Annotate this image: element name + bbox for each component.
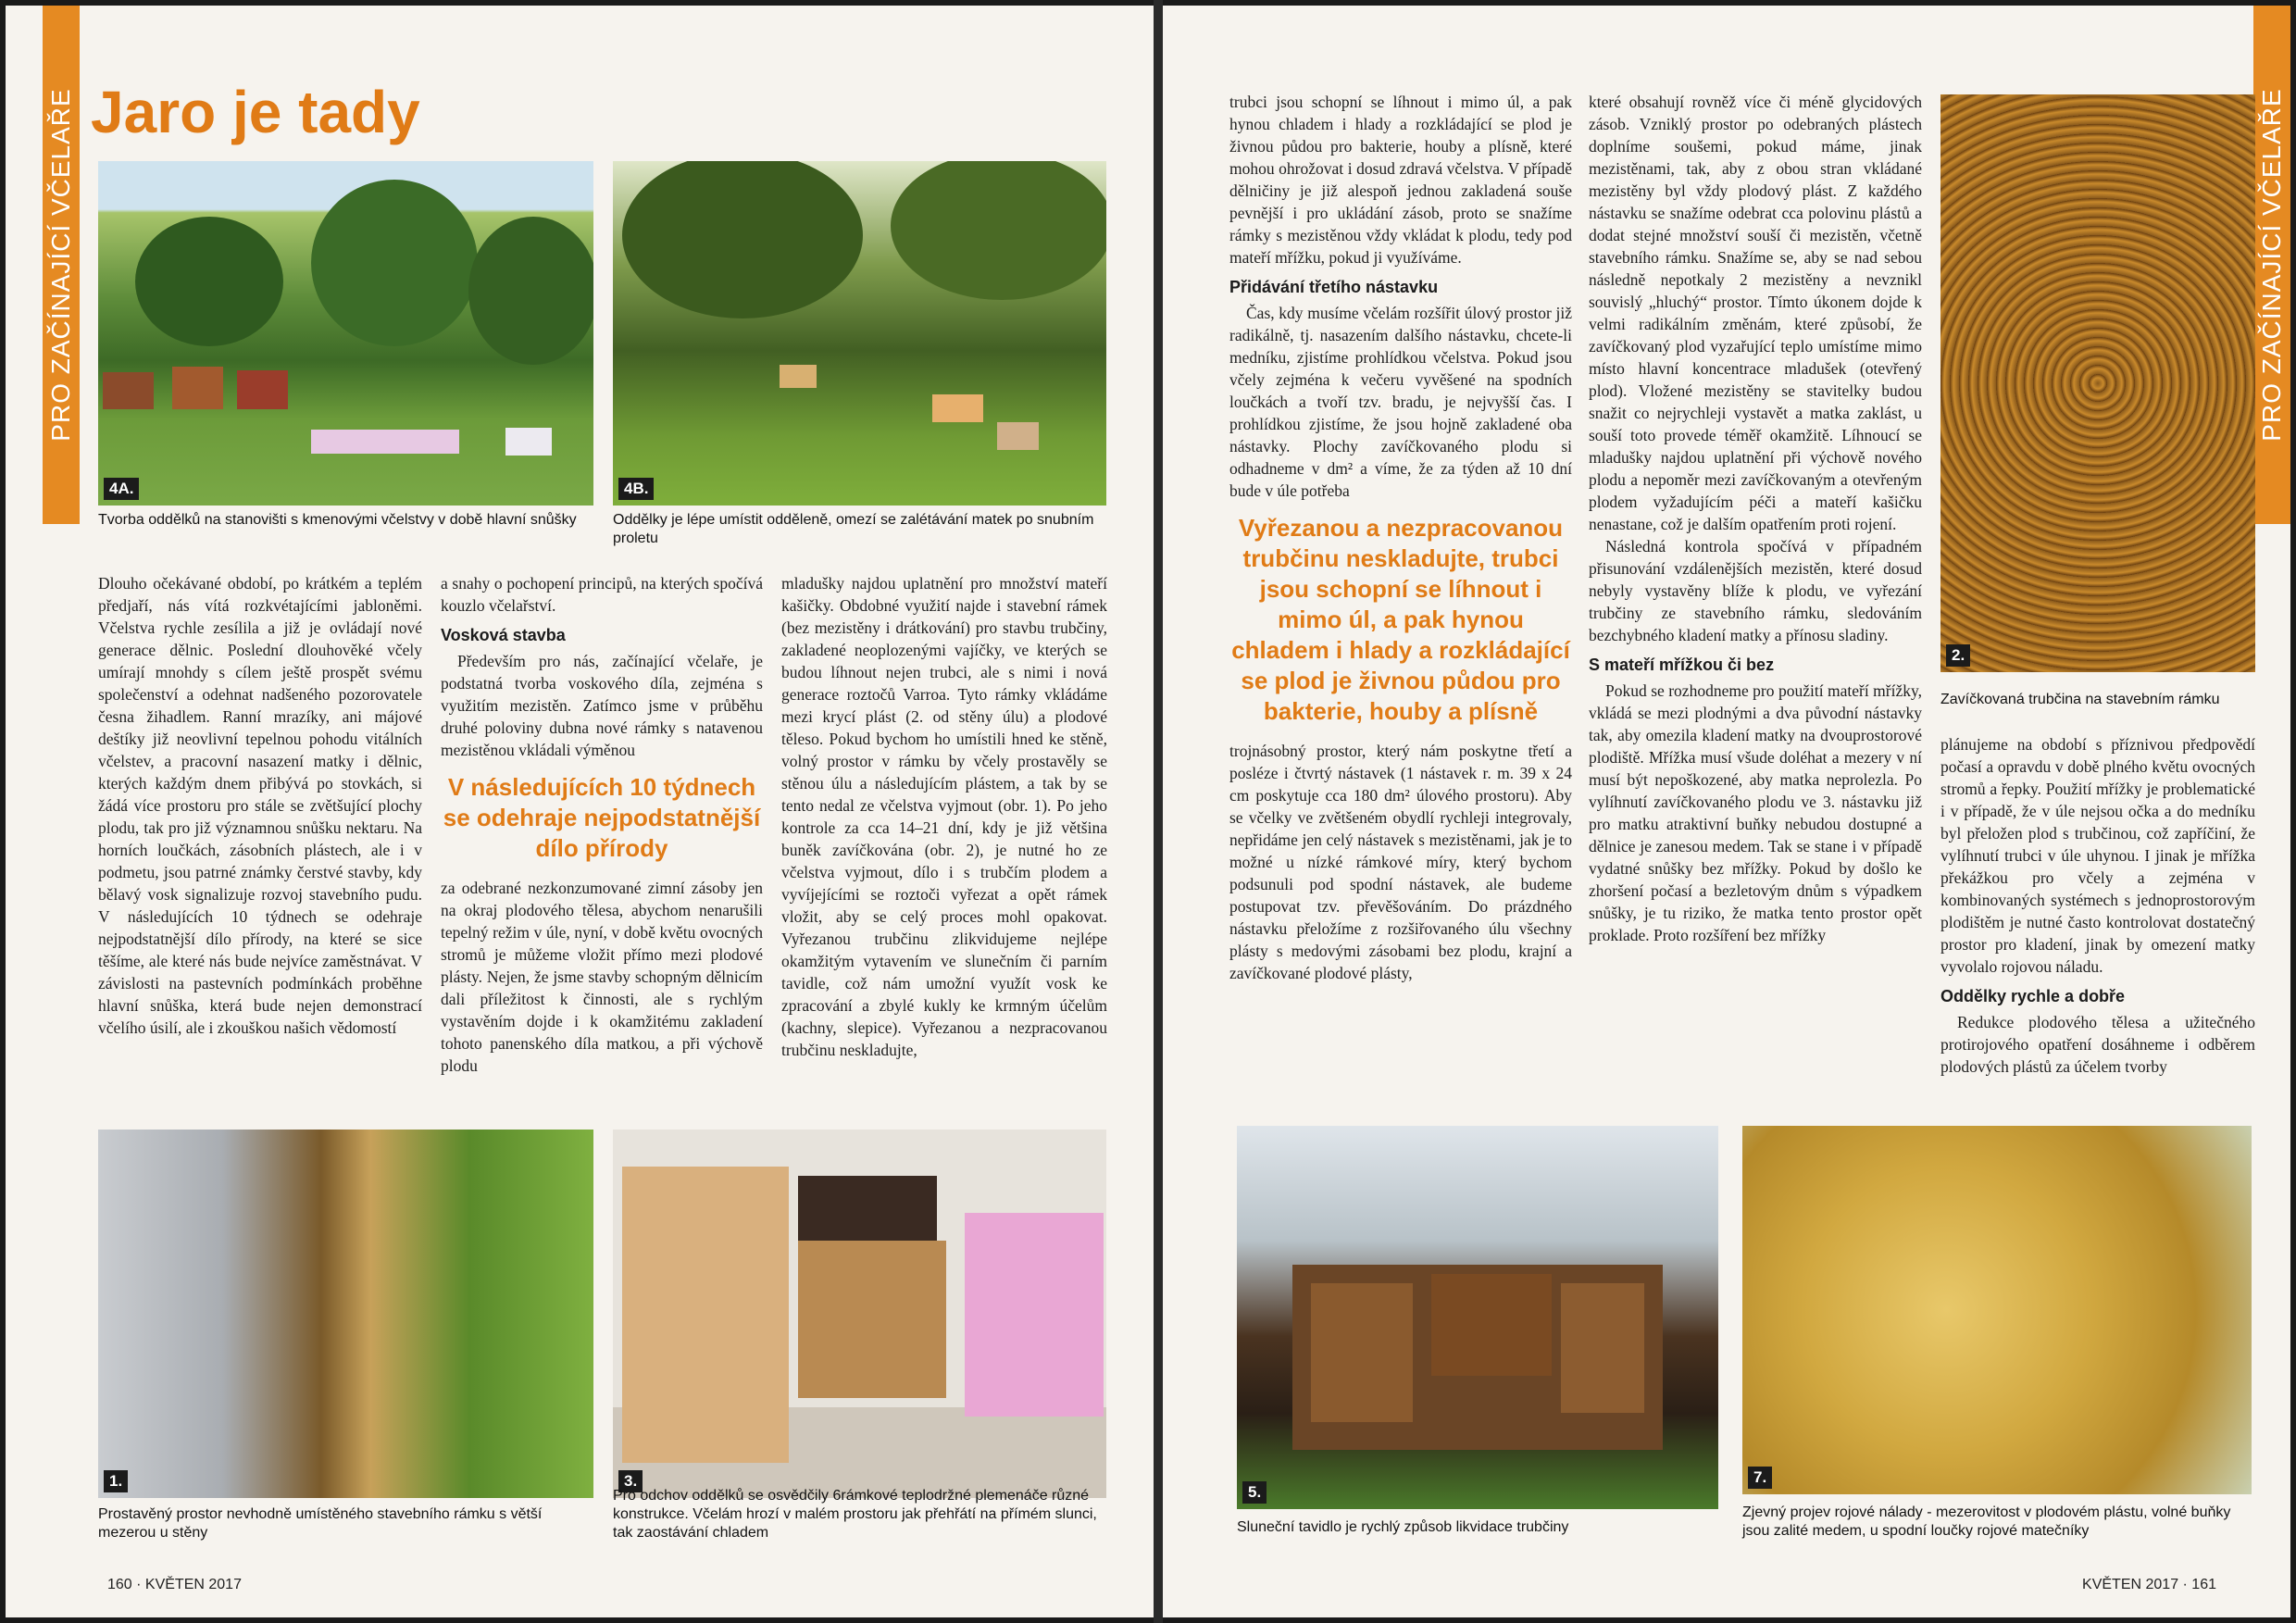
photo-tag: 1. [104,1470,128,1492]
side-label-left: PRO ZAČÍNAJÍCÍ VČELAŘE [46,88,75,442]
photo-3-hives [613,1130,1106,1498]
caption-4b: Oddělky je lépe umístit odděleně, omezí se zalétávání matek po snubním proletu [613,512,1094,546]
body-paragraph: trubci jsou schopní se líhnout i mimo úl, a pak hynou chladem i hlady a rozkládající se plod je živnou půdou pro bakterie, houby a plísně, které mohou ohrožovat i dosud zdravá včelstva. V případě dělničiny je již alespoň jednou zakladená souše pevnější i pro ukládání zásob, proto se snažíme rámky s mezistěnou vždy vkládat k plodu, tedy pod mateří mřížku, pokud ji využíváme. [1229,93,1572,267]
caption-7: Zjevný projev rojové nálady - mezerovitost v plodovém plástu, volné buňky jsou zalité medem, u spodní loučky rojové matečníky [1742,1504,2231,1539]
body-paragraph: Pokud se rozhodneme pro použití mateří mřížky, vkládá se mezi plodnými a dva původní nástavky tak, aby omezila kladení matky na dvouprostorové plodiště. Mřížka musí všude doléhat a mezery v ní musí být nepoškozené, aby matka neprolezla. Po vylíhnutí zavíčkovaného plodu ve 3. nástavku již pro matku atraktivní buňky nebudou dostupné a dělnice je zanesou medem. Tak se stane i v případě vydatné snůšky bez mřížky. Pokud by došlo ke zhoršení počasí a bezletovým dnům s výpadkem snůšky, je tu riziko, že matka tento prostor opět proklade. Proto rozšíření bez mřížky [1589,681,1922,944]
caption-2: Zavíčkovaná trubčina na stavebním rámku [1940,692,2220,707]
hives-illustration [613,1130,1106,1498]
pull-quote: V následujících 10 týdnech se odehraje nejpodstatnější dílo přírody [443,773,761,862]
section-heading: Přidávání třetího nástavku [1229,278,1439,296]
photo-tag: 5. [1242,1481,1267,1504]
body-paragraph: plánujeme na období s příznivou předpovědí počasí a opravdu v době plného květu ovocných stromů a řepky. Použití mřížky je problematické i v případě, že v úle nejsou očka a do medníku byl přeložen plod s trubčinou, což zapříčiní, že vylíhnutí trubci v úle uhynou. I jinak je mřížka překážkou pro včely a zejména v kombinovaných systémech s jednoprostorovým plodištěm je nutné často kontrolovat dostatečný prostor pro kladení, jinak by omezení matky vyvolalo rojovou náladu. [1940,735,2255,976]
body-paragraph: za odebrané nezkonzumované zimní zásoby jen na okraj plodového tělesa, abychom nenarušili tepelný režim v úle, nyní, v době květu ovocných stromů je můžeme vložit přímo mezi plodové plásty. Nejen, že jsme stavby schopným dělnicím dali příležitost k činnosti, ale s rychlým vystavěním dojde i k okamžitému zakladení tohoto panenského díla matkou, a při výchově plodu [441,879,763,1075]
right-page [1163,6,2290,1617]
pull-quote: Vyřezanou a nezpracovanou trubčinu neskladujte, trubci jsou schopní se líhnout i mimo úl, a pak hynou chladem i hlady a rozkládající se plod je živnou půdou pro bakterie, houby a plísně [1231,514,1570,725]
caption-4a: Tvorba oddělků na stanovišti s kmenovými včelstvy v době hlavní snůšky [98,512,577,528]
side-strip-left [43,6,80,524]
photo-2-capped-drone-comb [1940,94,2255,672]
photo-5-solar-melter [1237,1126,1718,1509]
photo-tag: 2. [1946,644,1970,667]
section-heading: Vosková stavba [441,626,566,644]
photo-7-swarm-frame [1742,1126,2252,1494]
left-column-3 [781,572,1107,1061]
caption-1: Prostavěný prostor nevhodně umístěného stavebního rámku s větší mezerou u stěny [98,1506,543,1541]
section-heading: Oddělky rychle a dobře [1940,987,2126,1005]
article-title: Jaro je tady [91,79,420,145]
left-column-2 [441,572,763,1077]
photo-tag: 7. [1748,1467,1772,1489]
page-folio-left: 160 · KVĚTEN 2017 [107,1577,242,1592]
body-paragraph: Redukce plodového tělesa a užitečného protirojového opatření dosáhneme i odběrem plodových plástů za účelem tvorby [1940,1013,2255,1076]
body-paragraph: Dlouho očekávané období, po krátkém a teplém předjaří, nás vítá rozkvétajícími jabloněmi. Včelstva rychle zesílila a již je ovládají nové generace dělnic. Poslední dlouhověké včely umírají mnohdy s cílem ještě prospět svému společenství a odehnat nadšeného pozorovatele česna žihadlem. Ranní mrazíky, ani májové deštíky již neovlivní tepelnou pohodu vitálních včelstev, a pracovní nasazení matky i dělnic, kterých každým dnem přibývá po stovkách, si žádá více prostoru pro stále se zvětšující plochy plodu, tak pro již významnou snůšku nektaru. Na horních loučkách, zásobních plástech, ale i v podmetu, jsou patrné známky čerstvé stavby, kdy bělavý vosk signalizuje rozvoj stavebního pudu. V následujících 10 týdnech se odehraje nejpodstatnější dílo přírody, na které se sice těšíme, ale které nás bude nejvíce zaměstnávat. V závislosti na pastevních podmínkách proběhne hlavní snůška, která bude nejen demonstrací včelího úsilí, ale i zkouškou našich vědomostí [98,574,422,1037]
photo-tag: 3. [618,1470,643,1492]
caption-3: Pro odchov oddělků se osvědčily 6rámkové teplodržné plemenáče různé konstrukce. Včelám hrozí v malém prostoru jak přehřátí na přímém slunci, tak zaostávání chladem [613,1488,1097,1541]
page-folio-right: KVĚTEN 2017 · 161 [2082,1577,2216,1592]
right-column-3 [1940,733,2255,1078]
melter-illustration [1237,1126,1718,1509]
body-paragraph: mladušky najdou uplatnění pro množství mateří kašičky. Obdobné využití najde i stavební rámek (bez mezistěny i drátkování) pro stavbu trubčiny, zakladené neoplozenými vajíčky, ve kterých se budou líhnout nejen trubci, ale s nimi i nová generace roztočů Varroa. Tyto rámky vkládáme mezi krycí plást (2. od stěny úlu) a plodové těleso. Pokud bychom ho umístili hned ke stěně, volný prostor v rámku by včely prostavěly se stěnou úlu a následujícím plástem, a tak by se tento nedal ze včelstva vyjmout (obr. 1). Po jeho kontrole za cca 14–21 dní, kdy je již většina buněk zavíčkována (obr. 2), je nutné ho ze včelstva vyjmout, dílo i s trubčím plodem a vyvíjejícími se roztoči vyřezat a opět rámek vložit, aby se celý proces mohl opakovat. Vyřezanou trubčinu zlikvidujeme nejlépe okamžitým vytavením ve slunečním či parním tavidle, což nám umožní využít vosk ke zpracování a zbylé kukly ke krmným účelům (kachny, slepice). Vyřezanou a nezpracovanou trubčinu neskladujte, [781,574,1107,1059]
section-heading: S mateří mřížkou či bez [1589,655,1775,674]
magazine-spine [1154,0,1163,1623]
body-paragraph: a snahy o pochopení principů, na kterých spočívá kouzlo včelařství. [441,574,763,615]
side-label-right: PRO ZAČÍNAJÍCÍ VČELAŘE [2257,88,2286,442]
photo-4a-apiary [98,161,593,506]
body-paragraph: Čas, kdy musíme včelám rozšířit úlový prostor již radikálně, tj. nasazením dalšího nástavku, chcete-li medníku, zjistíme prohlídkou včelstva. Pokud jsou včely zejména k večeru vyvěšené na spodních loučkách a tvoří tzv. bradu, je nejvyšší čas. I prohlídkou zjistíme, že jsou hojně zakladené oba nástavky. Plochy zavíčkovaného plodu si odhadneme v dm² a víme, že za týden až 10 dní bude v úle potřeba [1229,304,1572,500]
body-paragraph: trojnásobný prostor, který nám poskytne třetí a posléze i čtvrtý nástavek (1 nástavek r. m. 39 x 24 cm poskytuje cca 180 dm² úlového prostoru). Aby se včelky ve zvětšeném obydlí rychleji integrovaly, nepřidáme jen celý nástavek s mezistěnami, jak je to možné u nízké rámkové míry, který bychom podsunuli pod spodní nástavek, ale budeme postupovat tzv. převěšováním. Do prázdného nástavku přeložíme z rozšiřovaného úlu všechny plásty s medovými zásobami bez plodu, krajní a zavíčkované plodové plásty, [1229,742,1572,982]
photo-1-frame [98,1130,593,1498]
photo-tag: 4A. [104,478,139,500]
body-paragraph: které obsahují rovněž více či méně glycidových zásob. Vzniklý prostor po odebraných plástech doplníme soušemi, pokud máme, jinak mezistěnami, tak, aby z obou stran vkládané mezistěny byl vždy plodový plást. Z každého nástavku se snažíme odebrat cca polovinu plástů a dodat stejné množství souší či mezistěn, včetně stavebního rámku. Snažíme se, aby se nad sebou následně nepotkaly 2 mezistěny a nevznikl souvislý „hluchý“ prostor. Tímto úkonem dojde k velmi radikálním změnám, které způsobí, že zavíčkovaný plod vyzařující teplo umístíme mimo místo hlavní koncentrace mladušek (otevřený plod). Vložené mezistěny se stavitelky budou snažit co nejrychleji vystavět a matka zaklást, u souší toto provede téměř okamžitě. Líhnoucí se mladušky najdou uplatnění při výchově nového plodu a nepoměr mezi zavíčkovaným a otevřeným plodem vyžadujícím péči a mateří kašičku nenastane, což je dalším opatřením proti rojení. [1589,93,1922,533]
side-strip-right [2253,6,2290,524]
apiary-illustration [98,161,593,506]
body-paragraph: Především pro nás, začínající včelaře, je podstatná tvorba voskového díla, zejména s využitím mezistěn. Zatímco jsme v průběhu druhé poloviny dubna nové rámky s natavenou mezistěnou vkládali výměnou [441,652,763,759]
right-column-1 [1229,91,1572,984]
body-paragraph: Následná kontrola spočívá v případném přisunování vzdálenějších mezistěn, které dosud nebyly vystavěny blíže k plodu, ve vyřezání trubčiny ze stavebního rámku, sledováním bezchybného kladení matky a přínosu sladiny. [1589,537,1922,644]
right-column-2 [1589,91,1922,946]
photo-tag: 4B. [618,478,654,500]
left-column-1 [98,572,422,1039]
photo-4b-orchard [613,161,1106,506]
orchard-illustration [613,161,1106,506]
caption-5: Sluneční tavidlo je rychlý způsob likvidace trubčiny [1237,1519,1569,1535]
left-page [6,6,1154,1617]
